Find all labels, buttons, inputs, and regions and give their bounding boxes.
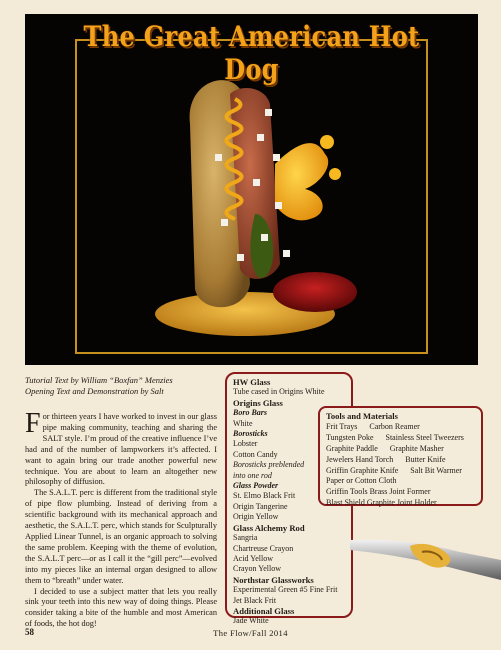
glass-list-item: Acid Yellow <box>233 553 274 563</box>
tools-list-item: Griffin Graphite Knife <box>326 465 399 475</box>
article-paragraph: The S.A.L.T. perc is different from the traditional style of pipe flow plumbing. Instead of deriving from a scientific background with its mechanical approach and aesthetic, the S.A.L.T. perc, which stands for Sculpturally Applied Linear Tunnel, is an organic approach to solving the same problem. Keeping with the theme of evolution, the S.A.L.T perc—or as I call it the “gill perc”—evolved into my pieces like an internal organ designed to allow them to “breath” under water. <box>25 488 217 585</box>
byline-demonstration: Opening Text and Demonstration by Salt <box>25 386 164 396</box>
article-paragraph: I decided to use a subject matter that lets you really sink your teeth into this new way of doing things. Please consider taking a bite of the humble and most American of foods, the hot dog! <box>25 586 217 629</box>
tools-list-item: Jewelers Hand Torch <box>326 454 394 464</box>
glass-list-item: Experimental Green #5 Fine Frit <box>233 585 338 595</box>
tools-list-row <box>326 476 475 487</box>
tools-list-item: Frit Trays <box>326 421 358 431</box>
tools-list-row <box>326 444 475 455</box>
glass-list-item: Chartreuse Crayon <box>233 543 294 553</box>
glass-list-item: Origin Yellow <box>233 512 279 522</box>
glass-list-item: Sangria <box>233 533 258 543</box>
tools-materials-box <box>318 406 483 506</box>
tools-list-row <box>326 422 475 433</box>
hero-frame <box>75 39 428 354</box>
glass-list-item: into one rod <box>233 470 272 480</box>
glass-list-item: White <box>233 418 253 428</box>
glass-list-item: Jade White <box>233 616 269 626</box>
glass-list-item: Tube cased in Origins White <box>233 387 325 397</box>
tools-list-row <box>326 487 475 498</box>
tools-list-item: Blast Shield Graphite Joint Holder <box>326 498 437 508</box>
tools-list-item: Salt Bit Warmer <box>410 465 462 475</box>
glass-list-item: Additional Glass <box>233 605 295 616</box>
glass-list-item: Lobster <box>233 439 258 449</box>
glass-list-item: Glass Alchemy Rod <box>233 522 305 533</box>
glass-list-item: Cotton Candy <box>233 449 278 459</box>
byline-text: Tutorial Text by William “Boxfan” Menzies <box>25 375 173 385</box>
byline-caption <box>25 375 215 397</box>
glass-list-item: Northstar Glassworks <box>233 574 314 585</box>
glass-list-item: Glass Powder <box>233 481 279 491</box>
spoon-photo <box>350 510 501 620</box>
tools-box-heading: Tools and Materials <box>326 411 398 421</box>
glass-list-item: Crayon Yellow <box>233 564 282 574</box>
article-body <box>25 408 217 630</box>
glass-list-item: Boro Bars <box>233 408 268 418</box>
article-paragraph: For thirteen years I have worked to invest in our glass pipe making community, teaching and sharing the SALT style. I’m proud of the creative influence I’ve had and of the number of lampworkers it’s affected. I want to again bring our trade another powerful new technique. You are about to learn an altogether new philosophy of diffusion. <box>25 408 217 487</box>
tools-list-item: Griffin Tools Brass Joint Former <box>326 487 431 497</box>
tools-list-item: Graphite Paddle <box>326 443 378 453</box>
tools-list-row <box>326 455 475 466</box>
tools-list-item: Graphite Masher <box>389 443 444 453</box>
hero-photo <box>25 14 478 365</box>
tools-list-row <box>326 466 475 477</box>
tools-list-item: Butter Knife <box>405 454 446 464</box>
tools-list-row <box>326 498 475 509</box>
glass-list-item: Borosticks preblended <box>233 460 305 470</box>
page-number: 58 <box>25 627 34 637</box>
magazine-issue: The Flow/Fall 2014 <box>213 628 288 638</box>
hero-title: The Great American Hot Dog <box>83 20 420 86</box>
glass-list-item: Origins Glass <box>233 397 283 408</box>
glass-list-item: Jet Black Frit <box>233 595 277 605</box>
tools-list-item: Tungsten Poke <box>326 432 374 442</box>
drop-cap: F <box>25 408 41 439</box>
glass-list-item: Origin Tangerine <box>233 501 288 511</box>
glass-list-item: Borosticks <box>233 429 268 439</box>
tools-list-item: Carbon Reamer <box>369 421 420 431</box>
tools-list-item: Stainless Steel Tweezers <box>385 432 464 442</box>
tools-list-row <box>326 433 475 444</box>
tools-list <box>326 422 475 509</box>
tools-list-item: Paper or Cotton Cloth <box>326 476 397 486</box>
glass-list-item: St. Elmo Black Frit <box>233 491 296 501</box>
glass-box-heading: HW Glass <box>233 377 271 387</box>
